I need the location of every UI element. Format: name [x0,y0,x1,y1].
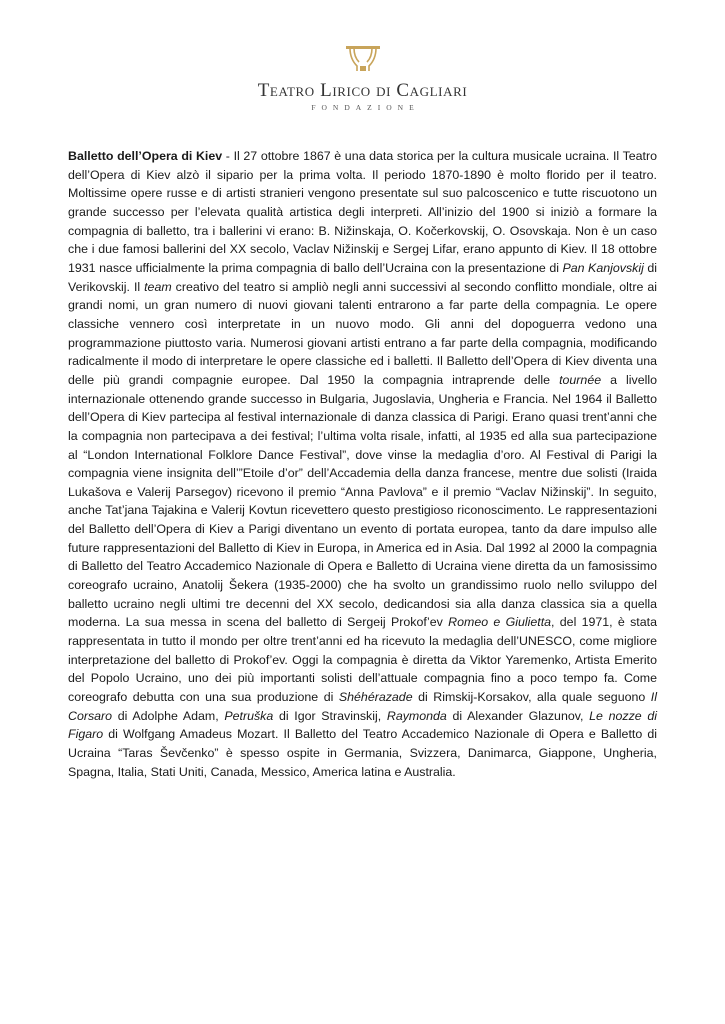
text-segment: di Verikovskij. Il [68,260,657,294]
italic-work-title: Le nozze di Figaro [68,708,657,742]
italic-work-title: Raymonda [386,708,447,723]
article-body [68,147,657,781]
article-title: Balletto dell’Opera di Kiev [68,149,223,163]
letterhead [0,44,725,113]
italic-work-title: Pan Kanjovskij [562,260,644,275]
article-paragraph [68,147,657,781]
italic-work-title: Il Corsaro [68,690,657,723]
organization-name: Teatro Lirico di Cagliari [257,80,468,101]
text-segment: di Alexander Glazunov, [446,708,590,723]
italic-term: tournée [559,372,602,387]
theatre-curtain-icon [343,44,383,74]
text-segment: creativo del teatro si ampliò negli anni successivi al secondo conflitto mondiale, oltre ai grandi nomi, un gran numero di nuovi giovani talenti entrarono a far parte della compagnia. Le opere classiche vennero così interpretate in un nuovo modo. Gli anni del dopoguerra vedono una programmazione piuttosto varia. Numerosi giovani artisti entrano a far parte della compagnia, modificando radicalmente il modo di interpretare le opere classiche ed i balletti. Il Balletto dell’Opera di Kiev diventa una delle più grandi compagnie europee. Dal 1950 la compagnia intraprende delle [68,279,657,387]
italic-work-title: Shéhérazade [338,690,413,705]
text-segment: , del 1971, è stata rappresentata in tutto il mondo per oltre trent’anni ed ha ricevuto la medaglia dell’UNESCO, come migliore interpretazione del balletto di Prokof’ev. Oggi la compagnia è diretta da Viktor Yaremenko, Artista Emerito del Popolo Ucraino, uno dei più importanti solisti dell’attuale compagnia fino a poco tempo fa. Come coreografo debutta con una sua produzione di [68,615,657,705]
text-segment: di Adolphe Adam, [112,708,225,723]
text-segment: di Rimskij-Korsakov, alla quale seguono [412,690,651,705]
title-separator: - [222,149,234,163]
text-segment: Il 27 ottobre 1867 è una data storica per la cultura musicale ucraina. Il Teatro dell’Opera di Kiev alzò il sipario per la prima volta. Il periodo 1870-1890 è molto florido per il teatro. Moltissime opere russe e di artisti stranieri vengono presentate sul suo palcoscenico e tutte riscuotono un grande successo per l’elevata qualità artistica degli interpreti. All’inizio del 1900 si iniziò a formare la compagnia di balletto, tra i ballerini vi erano: B. Nižinskaja, O. Kočerkovskij, O. Osovskaja. Non è un caso che i due famosi ballerini del XX secolo, Vaclav Nižinskij e Sergej Lifar, erano appunto di Kiev. Il 18 ottobre 1931 nasce ufficialmente la prima compagnia di ballo dell’Ucraina con la presentazione di [68,149,658,275]
italic-term: team [144,279,172,294]
italic-work-title: Romeo e Giulietta [448,615,552,630]
text-segment: di Wolfgang Amadeus Mozart. Il Balletto del Teatro Accademico Nazionale di Opera e Balletto di Ucraina “Taras Ševčenko” è spesso ospite in Germania, Svizzera, Danimarca, Giappone, Ungheria, Spagna, Italia, Stati Uniti, Canada, Messico, America latina e Australia. [68,727,657,779]
text-segment: a livello internazionale ottenendo grande successo in Bulgaria, Jugoslavia, Ungheria e Francia. Nel 1964 il Balletto dell’Opera di Kiev partecipa al festival internazionale di danza classica di Parigi. Erano quasi trent’anni che la compagnia non partecipava a dei festival; l’ultima volta risale, infatti, al 1935 ed alla sua partecipazione al “London International Folklore Dance Festival”, dove vinse la medaglia d’oro. Al Festival di Parigi la compagnia viene insignita dell’”Etoile d’or” dell’Accademia della danza francese, mentre due solisti (Iraida Lukašova e Valerij Parsegov) ricevono il premio “Anna Pavlova” e il premio “Vaclav Nižinskij”. In seguito, anche Tat’jana Tajakina e Valerij Kovtun ricevettero questo prestigioso riconoscimento. Le rappresentazioni del Balletto dell’Opera di Kiev a Parigi diventano un evento di portata europea, tanto da dare impulso alle future rappresentazioni del Balletto di Kiev in Europa, in America ed in Asia. Dal 1992 al 2000 la compagnia di Balletto del Teatro Accademico Nazionale di Opera e Balletto di Ucraina viene diretta da un famosissimo coreografo ucraino, Anatolij Šekera (1935-2000) che ha svolto un grandissimo ruolo nello sviluppo del balletto ucraino negli ultimi tre decenni del XX secolo, dedicandosi sia alla danza classica sia a quella moderna. La sua messa in scena del balletto di Sergeij Prokof’ev [68,372,658,630]
italic-work-title: Petruška [224,708,274,723]
organization-subtitle: FONDAZIONE [311,103,420,112]
text-segment: di Igor Stravinskij, [273,708,387,723]
